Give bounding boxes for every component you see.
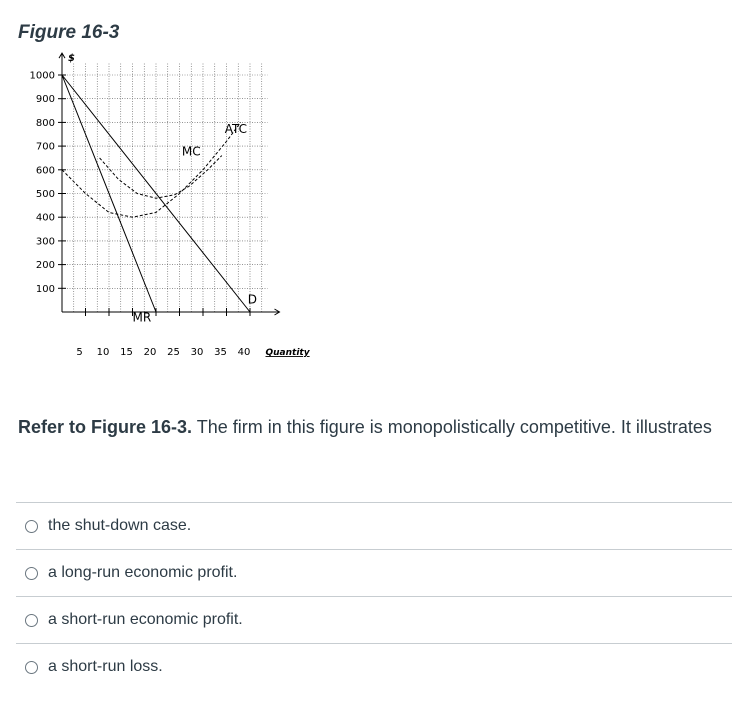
answer-option-2[interactable] [16,549,732,596]
y-tick-label: 900 [35,94,55,106]
x-axis-label: Quantity [265,348,310,358]
curve-label-d: D [247,292,257,307]
question-body: The firm in this figure is monopolistically competitive. It illustrates [192,417,712,437]
y-tick-label: 1000 [29,70,55,82]
y-axis-label: $ [68,53,75,65]
chart-axes [59,53,280,315]
answer-label: a short-run economic profit. [48,611,243,628]
x-tick-label: 35 [214,347,227,358]
answer-list [16,502,732,690]
radio-button[interactable] [25,567,38,580]
figure-title: Figure 16-3 [18,22,120,43]
y-tick-label: 600 [35,165,55,177]
x-tick-label: 5 [76,347,83,358]
radio-button[interactable] [25,614,38,627]
curve-label-mc: MC [181,144,201,159]
x-tick-label: 20 [143,347,157,358]
x-tick-label: 10 [96,347,110,358]
answer-option-3[interactable] [16,596,732,643]
y-tick-label: 200 [35,260,55,272]
y-tick-label: 400 [35,212,55,224]
curve-label-atc: ATC [224,122,248,137]
series-line-mc [100,156,222,199]
answer-option-1[interactable] [16,502,732,549]
x-tick-label: 15 [120,347,133,358]
y-tick-label: 800 [35,117,55,129]
curve-label-mr: MR [132,310,152,325]
answer-label: a short-run loss. [48,658,163,675]
y-tick-label: 700 [35,141,55,153]
radio-button[interactable] [25,661,38,674]
question-text [18,412,718,442]
answer-label: a long-run economic profit. [48,564,238,581]
y-tick-label: 300 [35,236,55,248]
radio-button[interactable] [25,520,38,533]
x-tick-label: 25 [167,347,180,358]
chart-grid [62,63,268,312]
answer-option-4[interactable] [16,643,732,690]
series-line-atc [62,122,241,217]
question-figure-ref: Refer to Figure 16-3. [18,417,193,437]
answer-label: the shut-down case. [48,517,192,534]
x-tick-label: 40 [237,347,251,358]
y-tick-label: 500 [35,189,55,200]
x-tick-label: 30 [190,347,204,358]
chart [0,53,340,370]
y-tick-label: 100 [35,283,55,295]
